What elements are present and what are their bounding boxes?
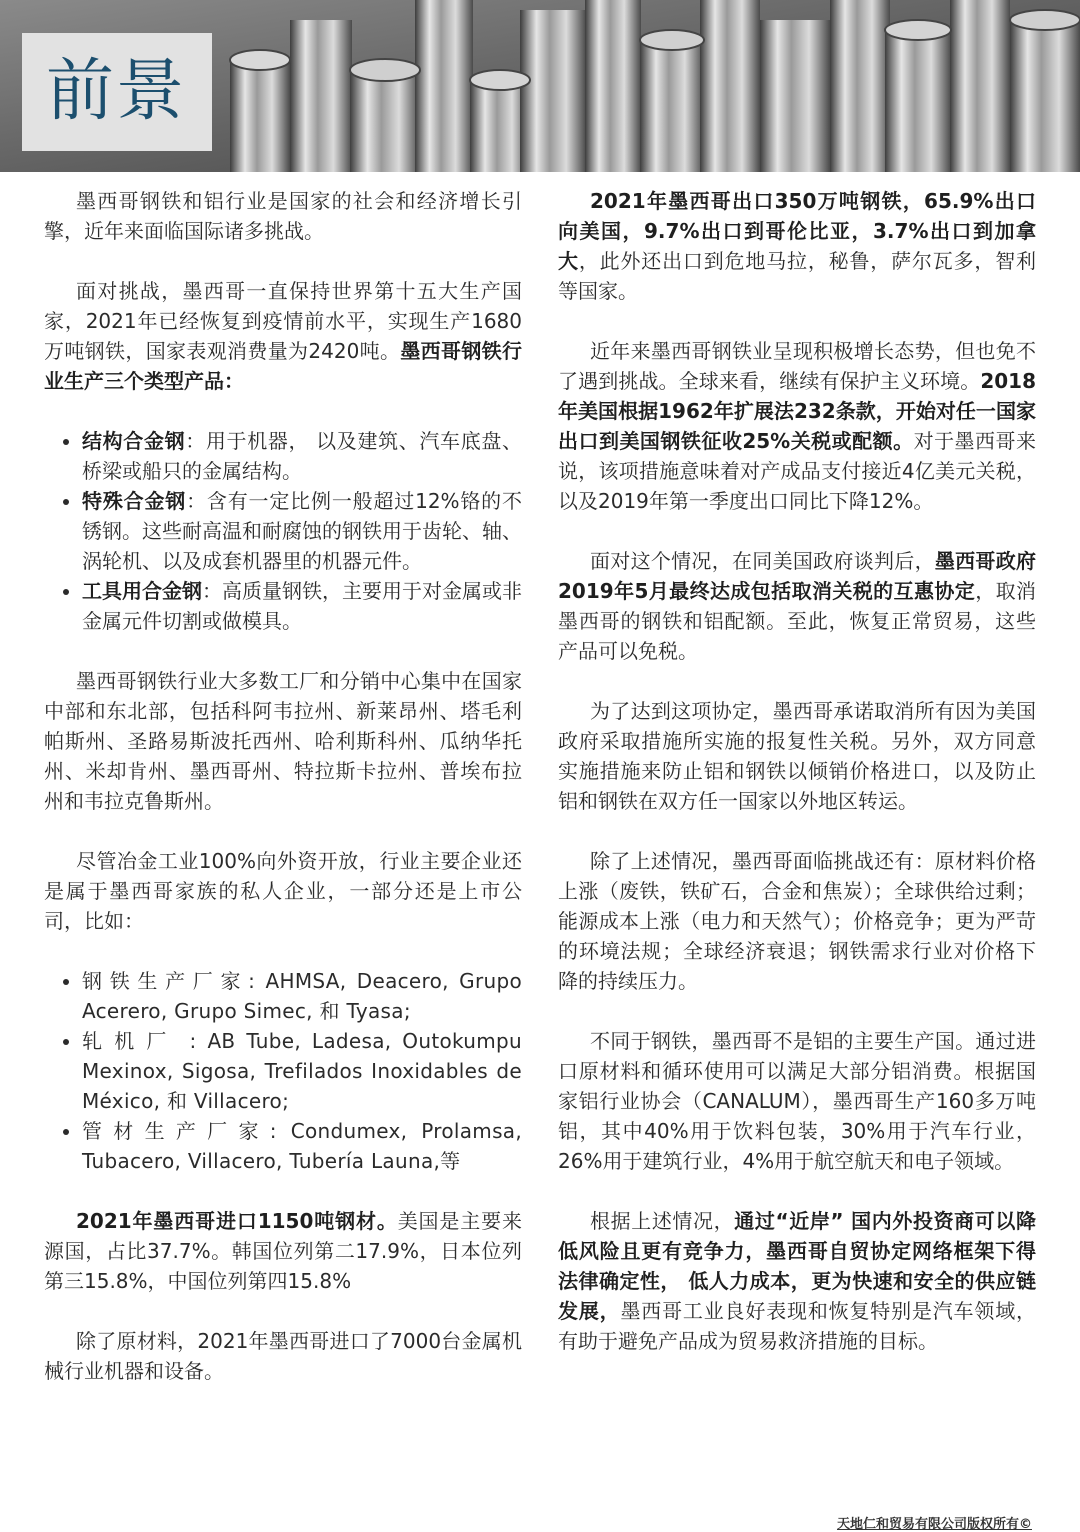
paragraph: 面对挑战，墨西哥一直保持世界第十五大生产国家，2021年已经恢复到疫情前水平，实现生产1680万吨钢铁，国家表观消费量为2420吨。墨西哥钢铁行业生产三个类型产品： bbox=[44, 279, 523, 393]
steel-pipes-banner bbox=[0, 0, 1080, 172]
list-item: • 工具用合金钢：高质量钢铁，主要用于对金属或非金属元件切割或做模具。 bbox=[82, 576, 522, 636]
list-item: • 钢铁生产厂家: AHMSA, Deacero, Grupo Acerero, Grupo Simec, 和 Tyasa; bbox=[82, 966, 522, 1026]
paragraph: 不同于钢铁，墨西哥不是铝的主要生产国。通过进口原材料和循环使用可以满足大部分铝消费。根据国家铝行业协会（CANALUM），墨西哥生产160多万吨铝，其中40%用于饮料包装，30%用于汽车行业，26%用于建筑行业，4%用于航空航天和电子领域。 bbox=[558, 1029, 1036, 1173]
paragraph: 为了达到这项协定，墨西哥承诺取消所有因为美国政府采取措施所实施的报复性关税。另外，双方同意实施措施来防止铝和钢铁以倾销价格进口，以及防止铝和钢铁在双方任一国家以外地区转运。 bbox=[558, 699, 1036, 813]
paragraph: 面对这个情况，在同美国政府谈判后，墨西哥政府2019年5月最终达成包括取消关税的互惠协定，取消墨西哥的钢铁和铝配额。至此，恢复正常贸易，这些产品可以免税。 bbox=[558, 549, 1037, 663]
right-column bbox=[558, 186, 1036, 1386]
paragraph: 墨西哥钢铁行业大多数工厂和分销中心集中在国家中部和东北部，包括科阿韦拉州、新莱昂州、塔毛利帕斯州、圣路易斯波托西州、哈利斯科州、瓜纳华托州、米却肯州、墨西哥州、特拉斯卡拉州、普埃布拉州和韦拉克鲁斯州。 bbox=[44, 669, 522, 813]
company-list bbox=[44, 966, 522, 1176]
left-column bbox=[44, 186, 522, 1416]
paragraph: 2021年墨西哥进口1150吨钢材。美国是主要来源国，占比37.7%。韩国位列第二17.9%，日本位列第三15.8%，中国位列第四15.8% bbox=[44, 1209, 523, 1293]
list-item: • 特殊合金钢：含有一定比例一般超过12%铬的不锈钢。这些耐高温和耐腐蚀的钢铁用于齿轮、轴、涡轮机、以及成套机器里的机器元件。 bbox=[82, 486, 522, 576]
paragraph: 除了原材料，2021年墨西哥进口了7000台金属机械行业机器和设备。 bbox=[44, 1329, 522, 1383]
paragraph: 除了上述情况，墨西哥面临挑战还有：原材料价格上涨（废铁，铁矿石，合金和焦炭）；全球供给过剩；能源成本上涨（电力和天然气）；价格竞争；更为严苛的环境法规；全球经济衰退；钢铁需求行业对价格下降的持续压力。 bbox=[558, 849, 1036, 993]
paragraph: 墨西哥钢铁和铝行业是国家的社会和经济增长引擎，近年来面临国际诸多挑战。 bbox=[44, 189, 522, 243]
product-list bbox=[44, 426, 522, 636]
list-item: • 轧机厂 : AB Tube, Ladesa, Outokumpu Mexinox, Sigosa, Trefilados Inoxidables de México, 和 Villacero; bbox=[82, 1026, 522, 1116]
list-item: • 管材生产厂家: Condumex, Prolamsa, Tubacero, Villacero, Tubería Launa,等 bbox=[82, 1116, 522, 1176]
page-title: 前景 bbox=[46, 52, 187, 131]
paragraph: 2021年墨西哥出口350万吨钢铁，65.9%出口向美国，9.7%出口到哥伦比亚，3.7%出口到加拿大，此外还出口到危地马拉，秘鲁，萨尔瓦多，智利等国家。 bbox=[558, 189, 1037, 303]
list-item: • 结构合金钢：用于机器， 以及建筑、汽车底盘、桥梁或船只的金属结构。 bbox=[82, 426, 522, 486]
paragraph: 近年来墨西哥钢铁业呈现积极增长态势，但也免不了遇到挑战。全球来看，继续有保护主义环境。2018年美国根据1962年扩展法232条款，开始对任一国家出口到美国钢铁征收25%关税或配额。对于墨西哥来说，该项措施意味着对产成品支付接近4亿美元关税，以及2019年第一季度出口同比下降12%。 bbox=[558, 339, 1037, 513]
paragraph: 尽管冶金工业100%向外资开放，行业主要企业还是属于墨西哥家族的私人企业，一部分还是上市公司，比如： bbox=[44, 849, 522, 933]
title-box bbox=[22, 33, 212, 151]
paragraph: 根据上述情况，通过“近岸” 国内外投资商可以降低风险且更有竞争力，墨西哥自贸协定网络框架下得法律确定性， 低人力成本，更为快速和安全的供应链发展，墨西哥工业良好表现和恢复特别是汽车领域，有助于避免产品成为贸易救济措施的目标。 bbox=[558, 1209, 1037, 1353]
copyright-footer: 天地仁和贸易有限公司版权所有© bbox=[836, 1517, 1032, 1532]
